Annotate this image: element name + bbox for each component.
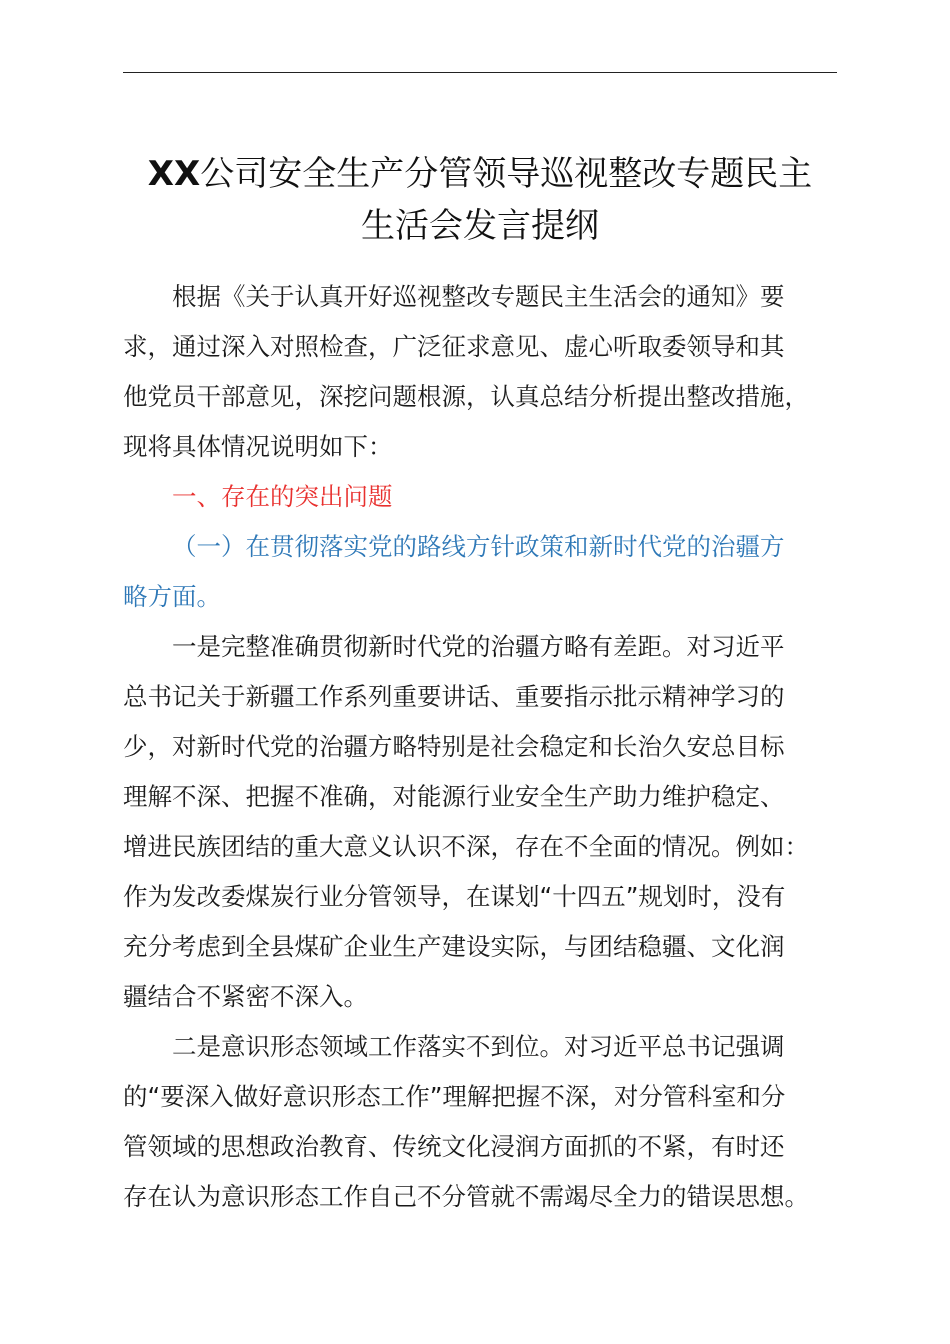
subsection-heading-line: 略方面。 bbox=[123, 582, 221, 611]
intro-line: 他党员干部意见，深挖问题根源，认真总结分析提出整改措施， bbox=[123, 382, 809, 411]
point-1-line: 理解不深、把握不准确，对能源行业安全生产助力维护稳定、 bbox=[123, 782, 785, 811]
point-1-line: 作为发改委煤炭行业分管领导，在谋划“十四五”规划时，没有 bbox=[123, 882, 786, 911]
point-1-line: 疆结合不紧密不深入。 bbox=[123, 982, 368, 1011]
point-1-line: 总书记关于新疆工作系列重要讲话、重要指示批示精神学习的 bbox=[123, 682, 785, 711]
section-heading-1: 一、存在的突出问题 bbox=[172, 482, 393, 511]
document-body bbox=[123, 272, 843, 1222]
point-2-paragraph bbox=[123, 1022, 843, 1222]
point-2-line: 的“要深入做好意识形态工作”理解把握不深，对分管科室和分 bbox=[123, 1082, 786, 1111]
point-2-line: 管领域的思想政治教育、传统文化浸润方面抓的不紧，有时还 bbox=[123, 1132, 785, 1161]
point-1-line: 一是完整准确贯彻新时代党的治疆方略有差距。对习近平 bbox=[172, 632, 785, 661]
subsection-heading-1 bbox=[123, 522, 843, 622]
subsection-heading-line: （一）在贯彻落实党的路线方针政策和新时代党的治疆方 bbox=[172, 532, 785, 561]
point-2-line: 存在认为意识形态工作自己不分管就不需竭尽全力的错误思想。 bbox=[123, 1182, 809, 1211]
title-line-2: 生活会发言提纲 bbox=[361, 206, 599, 246]
intro-line: 根据《关于认真开好巡视整改专题民主生活会的通知》要 bbox=[172, 282, 785, 311]
point-1-paragraph bbox=[123, 622, 843, 1022]
intro-line: 现将具体情况说明如下： bbox=[123, 432, 393, 461]
header-rule bbox=[123, 72, 837, 73]
title-line-1 bbox=[100, 148, 860, 200]
point-2-line: 二是意识形态领域工作落实不到位。对习近平总书记强调 bbox=[172, 1032, 785, 1061]
intro-line: 求，通过深入对照检查，广泛征求意见、虚心听取委领导和其 bbox=[123, 332, 785, 361]
document-title bbox=[100, 148, 860, 252]
intro-paragraph bbox=[123, 272, 843, 472]
point-1-line: 少，对新时代党的治疆方略特别是社会稳定和长治久安总目标 bbox=[123, 732, 785, 761]
point-1-line: 充分考虑到全县煤矿企业生产建设实际，与团结稳疆、文化润 bbox=[123, 932, 785, 961]
title-prefix: XX bbox=[147, 154, 201, 194]
point-1-line: 增进民族团结的重大意义认识不深，存在不全面的情况。例如： bbox=[123, 832, 809, 861]
title-line-1-text: 公司安全生产分管领导巡视整改专题民主 bbox=[200, 154, 813, 194]
